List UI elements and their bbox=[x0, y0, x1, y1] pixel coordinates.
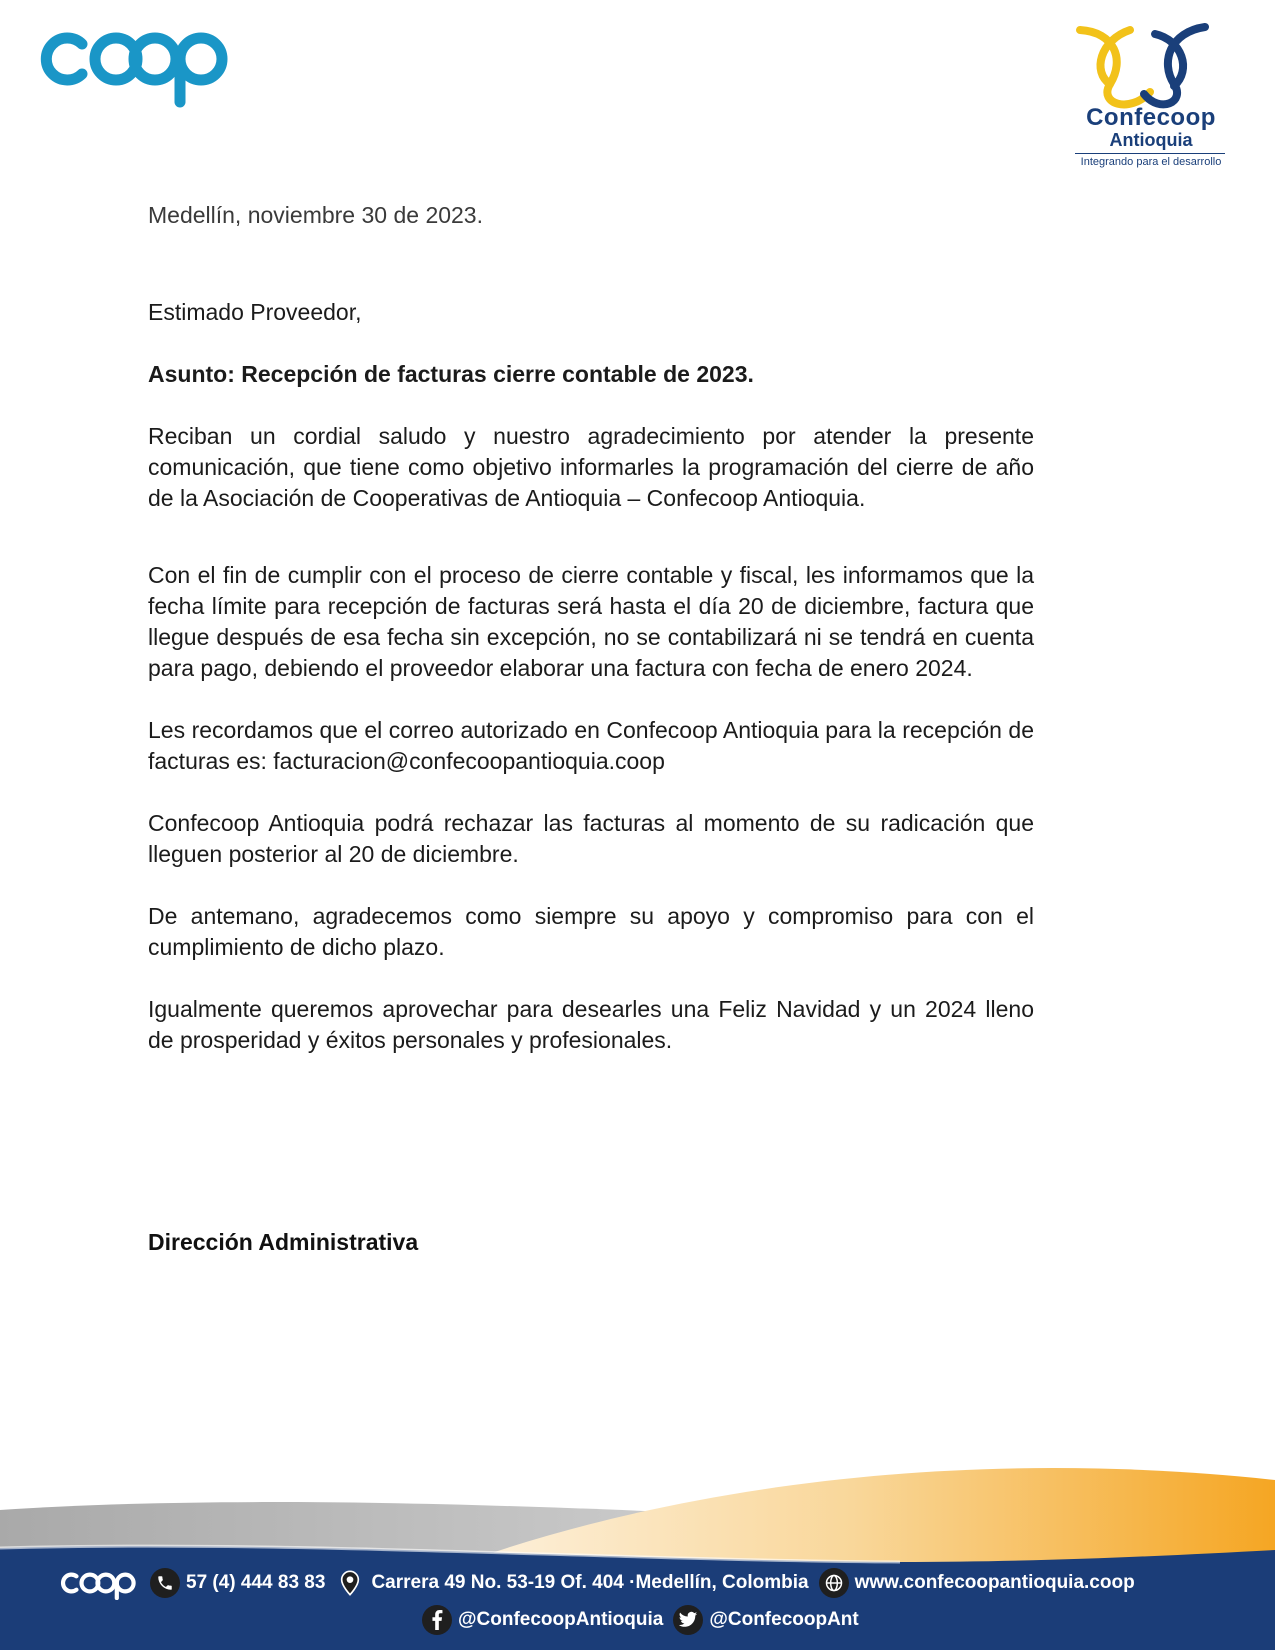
letter-paragraph-1: Reciban un cordial saludo y nuestro agradecimiento por atender la presente comunicación, que tiene como objetivo informarles la programación del cierre de año de la Asociación de Cooperativas de Antioquia – Confecoop Antioquia. bbox=[148, 423, 1034, 511]
letter-signature: Dirección Administrativa bbox=[148, 1229, 419, 1255]
footer-contact-row bbox=[58, 1566, 1145, 1600]
confecoop-logo-region: Antioquia bbox=[1109, 130, 1193, 150]
letter-body bbox=[148, 200, 1034, 1056]
footer-website[interactable]: www.confecoopantioquia.coop bbox=[854, 1572, 1135, 1593]
letter-date: Medellín, noviembre 30 de 2023. bbox=[148, 202, 483, 228]
confecoop-logo-name: Confecoop bbox=[1086, 104, 1216, 131]
footer-facebook[interactable]: @ConfecoopAntioquia bbox=[458, 1609, 664, 1630]
letter-subject: Asunto: Recepción de facturas cierre contable de 2023. bbox=[148, 361, 754, 387]
twitter-icon bbox=[673, 1605, 703, 1635]
letter-paragraph-5: De antemano, agradecemos como siempre su apoyo y compromiso para con el cumplimiento de dicho plazo. bbox=[148, 903, 1034, 960]
letter-paragraph-3: Les recordamos que el correo autorizado en Confecoop Antioquia para la recepción de facturas es: facturacion@confecoopantioquia.coop bbox=[148, 717, 1034, 774]
footer-phone: 57 (4) 444 83 83 bbox=[186, 1572, 326, 1593]
footer-coop-logo bbox=[58, 1566, 142, 1600]
phone-icon bbox=[150, 1568, 180, 1598]
letter-salutation: Estimado Proveedor, bbox=[148, 299, 362, 325]
logo-divider bbox=[1075, 153, 1225, 154]
footer-address: Carrera 49 No. 53-19 Of. 404 ·Medellín, Colombia bbox=[371, 1572, 809, 1593]
footer-twitter[interactable]: @ConfecoopAnt bbox=[709, 1609, 859, 1630]
location-icon bbox=[335, 1568, 365, 1598]
facebook-icon bbox=[422, 1605, 452, 1635]
confecoop-logo-tagline: Integrando para el desarrollo bbox=[1080, 156, 1222, 168]
letter-paragraph-2: Con el fin de cumplir con el proceso de cierre contable y fiscal, les informamos que la fecha límite para recepción de facturas será hasta el día 20 de diciembre, factura que llegue después de esa fecha sin excepción, no se contabilizará ni se tendrá en cuenta para pago, debiendo el proveedor elaborar una factura con fecha de enero 2024. bbox=[148, 562, 1034, 681]
coop-logo bbox=[38, 18, 238, 118]
footer-social-row bbox=[422, 1603, 869, 1637]
globe-icon bbox=[819, 1568, 849, 1598]
letter-paragraph-4: Confecoop Antioquia podrá rechazar las facturas al momento de su radicación que lleguen posterior al 20 de diciembre. bbox=[148, 810, 1034, 867]
letter-paragraph-6: Igualmente queremos aprovechar para desearles una Feliz Navidad y un 2024 lleno de prosperidad y éxitos personales y profesionales. bbox=[148, 996, 1034, 1053]
